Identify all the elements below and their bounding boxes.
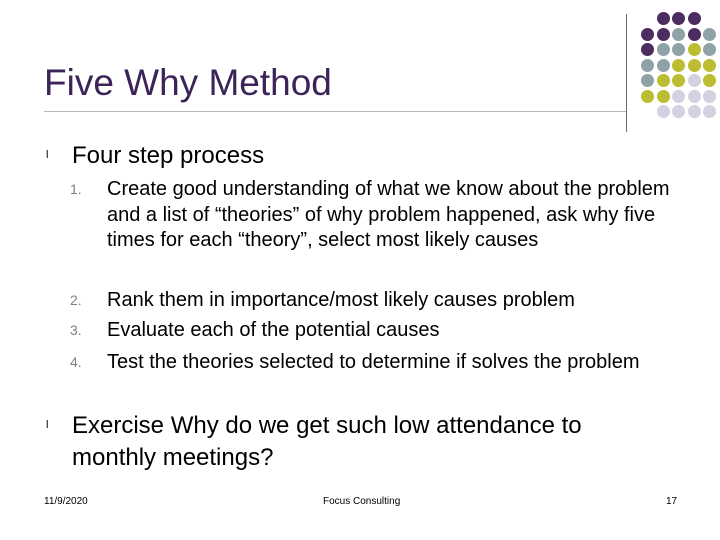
- decorative-dot: [657, 74, 670, 87]
- decorative-dot: [688, 90, 701, 103]
- decorative-dot: [657, 43, 670, 56]
- decorative-dot: [703, 105, 716, 118]
- title-divider: [44, 111, 626, 112]
- decorative-dot: [672, 12, 685, 25]
- bullet-four-step-process: Four step process: [72, 142, 265, 169]
- decorative-dot: [641, 43, 654, 56]
- decorative-dot: [672, 90, 685, 103]
- decorative-dot: [641, 59, 654, 72]
- decorative-dot: [657, 90, 670, 103]
- decorative-dot: [703, 59, 716, 72]
- vertical-divider: [626, 14, 627, 132]
- decorative-dot: [672, 74, 685, 87]
- footer-page-number: 17: [666, 496, 678, 507]
- decorative-dot: [703, 90, 716, 103]
- list-number: 1.: [70, 181, 82, 197]
- decorative-dot: [641, 90, 654, 103]
- step-2-text: Rank them in importance/most likely causes problem: [107, 289, 575, 311]
- decorative-dot: [657, 28, 670, 41]
- slide-title: Five Why Method: [44, 62, 332, 103]
- decorative-dot: [657, 59, 670, 72]
- step-3-text: Evaluate each of the potential causes: [107, 319, 440, 341]
- decorative-dot: [672, 105, 685, 118]
- bullet-exercise: Exercise Why do we get such low attendance to monthly meetings?: [72, 412, 582, 471]
- decorative-dot: [688, 12, 701, 25]
- decorative-dot: [688, 59, 701, 72]
- decorative-dot: [672, 28, 685, 41]
- decorative-dot: [703, 74, 716, 87]
- decorative-dot: [703, 28, 716, 41]
- list-number: 3.: [70, 322, 82, 338]
- decorative-dot: [672, 43, 685, 56]
- decorative-dot: [672, 59, 685, 72]
- step-1-text: Create good understanding of what we know about the problem and a list of “theories” of why problem happened, ask why five times for each “theory”, select most likely causes: [107, 178, 670, 251]
- decorative-dot: [641, 28, 654, 41]
- bullet-marker: l: [46, 419, 49, 431]
- footer-date: 11/9/2020: [44, 496, 88, 507]
- step-4-text: Test the theories selected to determine if solves the problem: [107, 351, 640, 373]
- decorative-dot: [657, 12, 670, 25]
- list-number: 4.: [70, 354, 82, 370]
- bullet-marker: l: [46, 149, 49, 161]
- decorative-dot: [657, 105, 670, 118]
- decorative-dot: [688, 105, 701, 118]
- list-number: 2.: [70, 292, 82, 308]
- decorative-dot: [641, 74, 654, 87]
- decorative-dot: [688, 28, 701, 41]
- footer-center-text: Focus Consulting: [323, 496, 401, 507]
- decorative-dot: [688, 74, 701, 87]
- decorative-dot: [688, 43, 701, 56]
- decorative-dot: [703, 43, 716, 56]
